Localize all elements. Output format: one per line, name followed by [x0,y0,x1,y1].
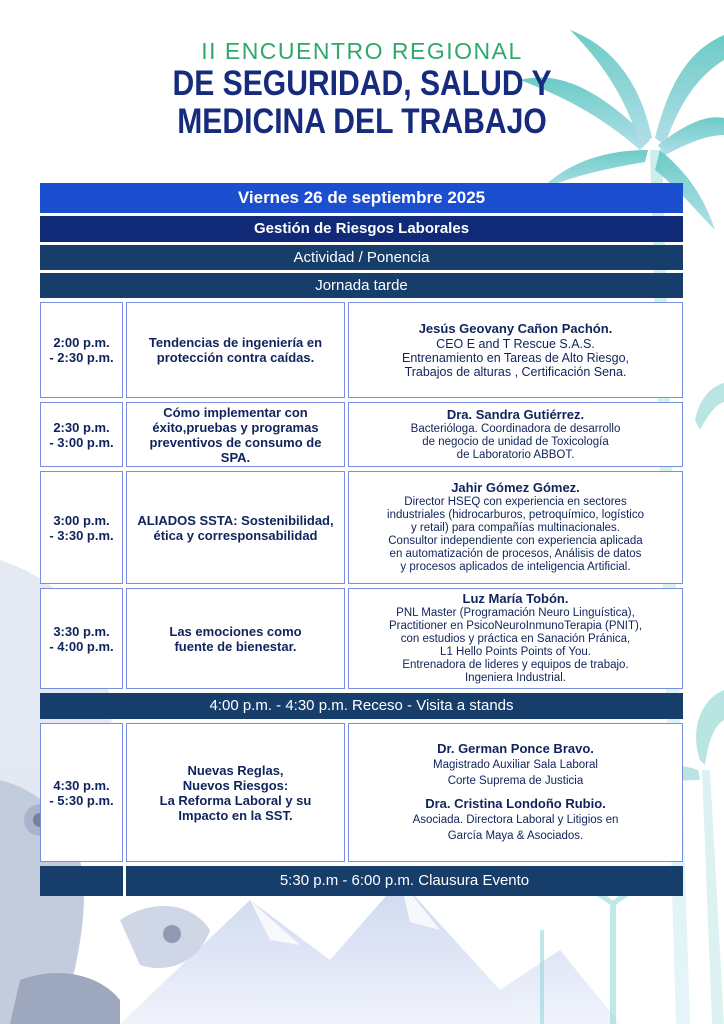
row-topic: ALIADOS SSTA: Sostenibilidad, ética y corresponsabilidad [126,471,345,584]
row-speaker [348,402,683,467]
closing-bar-left [40,866,123,896]
event-title-line-2: MEDICINA DEL TRABAJO [177,102,547,141]
speaker-description: PNL Master (Programación Neuro Linguística), Practitioner en PsicoNeuroInmunoTerapia (PNIT), con estudios y práctica en Sanación Pránica, L1 Hello Points Points of You. Entrenadora de lideres y equipos de trabajo. Ingeniera Industrial. [388,607,643,684]
speaker-name: Luz María Tobón. [462,591,569,606]
event-title-line-1: DE SEGURIDAD, SALUD Y [172,64,552,103]
speaker-description: CEO E and T Rescue S.A.S. Entrenamiento en Tareas de Alto Riesgo, Trabajos de alturas , Certificación Sena. [402,336,629,379]
activity-header-bar: Actividad / Ponencia [40,245,683,270]
event-header [0,38,724,141]
speaker-name: Dra. Sandra Gutiérrez. [446,406,585,422]
row-speakers [348,723,683,862]
date-bar: Viernes 26 de septiembre 2025 [40,183,683,213]
row-time: 2:00 p.m. - 2:30 p.m. [40,302,123,398]
row-topic: Las emociones como fuente de bienestar. [126,588,345,689]
event-kicker: II ENCUENTRO REGIONAL [201,38,523,64]
session-bar: Jornada tarde [40,273,683,298]
speaker-name: Dr. German Ponce Bravo. [437,740,594,756]
speaker-block [413,797,619,844]
speaker-name: Dra. Cristina Londoño Rubio. [425,795,606,811]
speaker-description: Director HSEQ con experiencia en sectores industriales (hidrocarburos, petroquímico, logístico y retail) para compañías multinacionales. Consultor independiente con experiencia aplicada en automatización de procesos, Análisis de datos y procesos aplicados de inteligencia Artificial. [387,496,644,573]
row-time: 2:30 p.m. - 3:00 p.m. [40,402,123,467]
row-speaker [348,471,683,584]
theme-bar: Gestión de Riesgos Laborales [40,216,683,242]
row-time: 3:00 p.m. - 3:30 p.m. [40,471,123,584]
row-topic: Tendencias de ingeniería en protección contra caídas. [126,302,345,398]
row-time: 3:30 p.m. - 4:00 p.m. [40,588,123,689]
row-speaker [348,302,683,398]
closing-bar: 5:30 p.m - 6:00 p.m. Clausura Evento [126,866,683,896]
break-bar: 4:00 p.m. - 4:30 p.m. Receso - Visita a stands [40,693,683,719]
speaker-name: Jahir Gómez Gómez. [451,480,580,495]
speaker-block [433,742,598,789]
speaker-description: Bacterióloga. Coordinadora de desarrollo de negocio de unidad de Toxicología de Laboratorio ABBOT. [410,422,621,461]
row-speaker [348,588,683,689]
row-topic: Cómo implementar con éxito,pruebas y programas preventivos de consumo de SPA. [126,402,345,467]
row-topic: Nuevas Reglas, Nuevos Riesgos: La Reforma Laboral y su Impacto en la SST. [126,723,345,862]
speaker-description: Asociada. Directora Laboral y Litigios en García Maya & Asociados. [412,813,619,842]
speaker-description: Magistrado Auxiliar Sala Laboral Corte Suprema de Justicia [433,758,598,787]
speaker-name: Jesús Geovany Cañon Pachón. [418,320,613,336]
row-time: 4:30 p.m. - 5:30 p.m. [40,723,123,862]
